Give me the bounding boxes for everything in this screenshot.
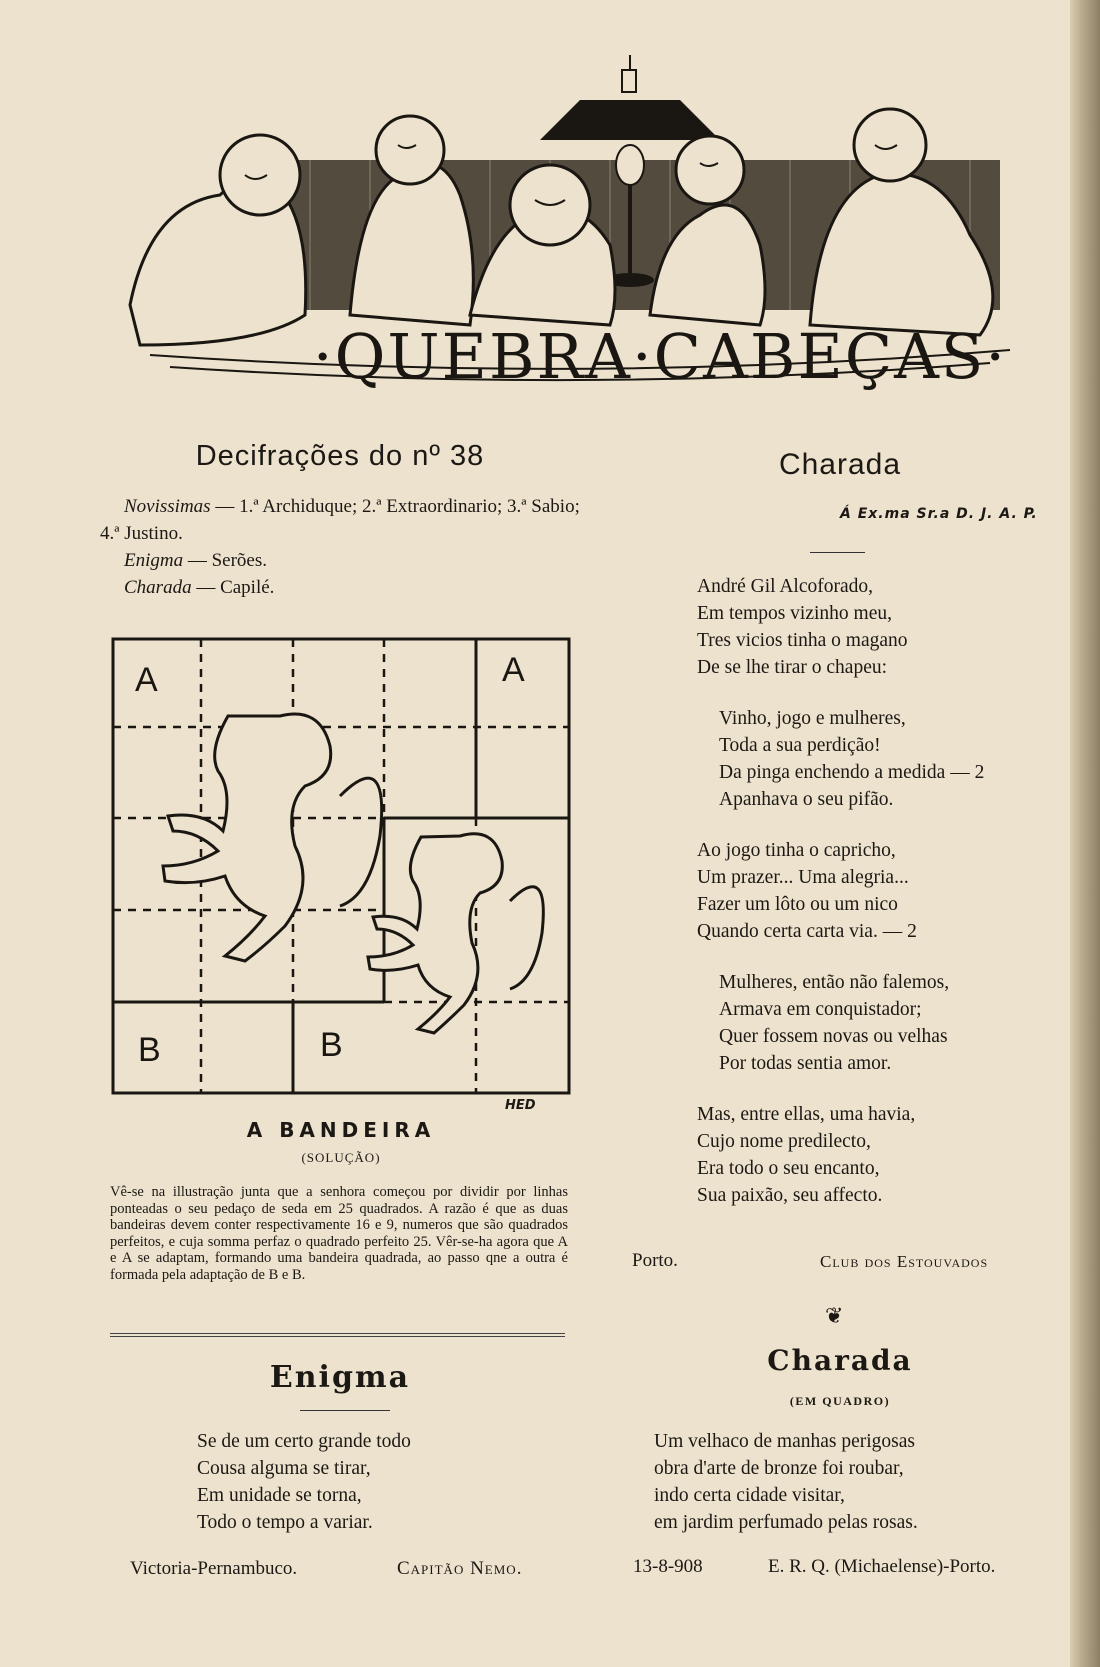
verse-line: Apanhava o seu pifão.: [719, 789, 894, 810]
verse-line: Mulheres, então não falemos,: [719, 972, 950, 993]
verse-line: Em tempos vizinho meu,: [697, 603, 892, 624]
decifracao-label: Enigma: [124, 550, 184, 571]
stanza: [697, 573, 1077, 681]
stanza: [697, 1101, 1077, 1209]
verse-line: Fazer um lôto ou um nico: [697, 894, 898, 915]
artist-signature: HED: [505, 1098, 536, 1113]
charada-quadro-author: E. R. Q. (Michaelense)-Porto.: [768, 1556, 996, 1577]
enigma-rule: [300, 1410, 390, 1411]
charada-quadro-verse: [654, 1428, 1074, 1536]
verse-line: Quer fossem novas ou velhas: [719, 1026, 948, 1047]
verse-line: Vinho, jogo e mulheres,: [719, 708, 906, 729]
masthead-title: ·QUEBRA·CABEÇAS·: [312, 320, 1008, 393]
letter-a-right: A: [502, 651, 525, 689]
verse-line: Todo o tempo a variar.: [197, 1512, 373, 1533]
decifracoes-heading: Decifrações do nº 38: [195, 440, 485, 472]
verse-line: obra d'arte de bronze foi roubar,: [654, 1458, 904, 1479]
bandeira-caption: [110, 1118, 572, 1166]
charada-place: Porto.: [632, 1250, 678, 1271]
verse-line: De se lhe tirar o chapeu:: [697, 657, 888, 678]
decifracao-text: — Serões.: [183, 550, 268, 571]
verse-line: Ao jogo tinha o capricho,: [697, 840, 896, 861]
charada-quadro-date: 13-8-908: [633, 1556, 703, 1577]
verse-line: em jardim perfumado pelas rosas.: [654, 1512, 918, 1533]
decifracao-text: — 1.ª Archiduque; 2.ª Extraordinario; 3.ª Sabio; 4.ª Justino.: [100, 496, 580, 544]
enigma-place: Victoria-Pernambuco.: [130, 1558, 298, 1579]
verse-line: Por todas sentia amor.: [719, 1053, 892, 1074]
decifracoes-section: [100, 440, 580, 601]
verse-line: Cousa alguma se tirar,: [197, 1458, 371, 1479]
charada-verse: [697, 573, 1077, 1233]
verse-line: Em unidade se torna,: [197, 1485, 362, 1506]
verse-line: indo certa cidade visitar,: [654, 1485, 845, 1506]
letter-a-left: A: [135, 661, 158, 699]
stanza: [697, 969, 1077, 1077]
bandeira-solution: Vê-se na illustração junta que a senhora começou por dividir por linhas ponteadas o seu pedaço de seda em 25 quadrados. A razão é que as duas bandeiras devem conter respectivamente 16 e 9, numeros que são quadrados perfeitos, e cuja somma perfaz o quadrado perfeito 25. Vêr-se-ha agora que A e A se adaptam, formando uma bandeira quadrada, ao passo qne a outra é formada pela adaptação de B e B.: [110, 1184, 568, 1283]
masthead-illustration: [110, 55, 1060, 415]
verse-line: Da pinga enchendo a medida — 2: [719, 762, 985, 783]
verse-line: Era todo o seu encanto,: [697, 1158, 880, 1179]
charada-quadro-subtitle: (EM QUADRO): [789, 1394, 891, 1408]
charada-title: Charada: [778, 448, 902, 481]
bandeira-title: A BANDEIRA: [246, 1118, 436, 1142]
enigma-title: Enigma: [269, 1360, 411, 1395]
verse-line: Um prazer... Uma alegria...: [697, 867, 909, 888]
verse-line: André Gil Alcoforado,: [697, 576, 873, 597]
verse-line: Um velhaco de manhas perigosas: [654, 1431, 916, 1452]
bandeira-grid: [110, 636, 572, 1096]
charada-quadro-title: Charada: [767, 1344, 913, 1377]
decifracao-label: Charada: [124, 577, 192, 598]
stanza: [697, 705, 1077, 813]
enigma-verse: [197, 1428, 577, 1536]
verse-line: Mas, entre ellas, uma havia,: [697, 1104, 916, 1125]
lion-small-icon: [368, 834, 543, 1033]
lion-large-icon: [163, 714, 382, 961]
fleuron-icon: ❦: [825, 1303, 844, 1328]
verse-line: Tres vicios tinha o magano: [697, 630, 908, 651]
charada-author: Club dos Estouvados: [820, 1252, 989, 1271]
stanza: [697, 837, 1077, 945]
charada-dedication: Á Ex.ma Sr.a D. J. A. P.: [840, 506, 1038, 522]
bandeira-diagram: [110, 636, 572, 1096]
charada-rule: [810, 552, 865, 553]
bandeira-subtitle: (SOLUÇÃO): [301, 1150, 381, 1165]
decifracao-line: [100, 493, 580, 547]
verse-line: Quando certa carta via. — 2: [697, 921, 917, 942]
decifracao-line: [100, 574, 580, 601]
decifracoes-lines: [100, 493, 580, 601]
enigma-author: Capitão Nemo.: [397, 1558, 523, 1579]
verse-line: Toda a sua perdição!: [719, 735, 881, 756]
letter-b-left: B: [138, 1031, 161, 1069]
verse-line: Sua paixão, seu affecto.: [697, 1185, 883, 1206]
decifracao-line: [100, 547, 580, 574]
decifracao-label: Novissimas: [124, 496, 211, 517]
section-divider: [110, 1333, 565, 1337]
letter-b-right: B: [320, 1026, 343, 1064]
verse-line: Armava em conquistador;: [719, 999, 922, 1020]
verse-line: Cujo nome predilecto,: [697, 1131, 871, 1152]
verse-line: Se de um certo grande todo: [197, 1431, 411, 1452]
decifracao-text: — Capilé.: [191, 577, 275, 598]
